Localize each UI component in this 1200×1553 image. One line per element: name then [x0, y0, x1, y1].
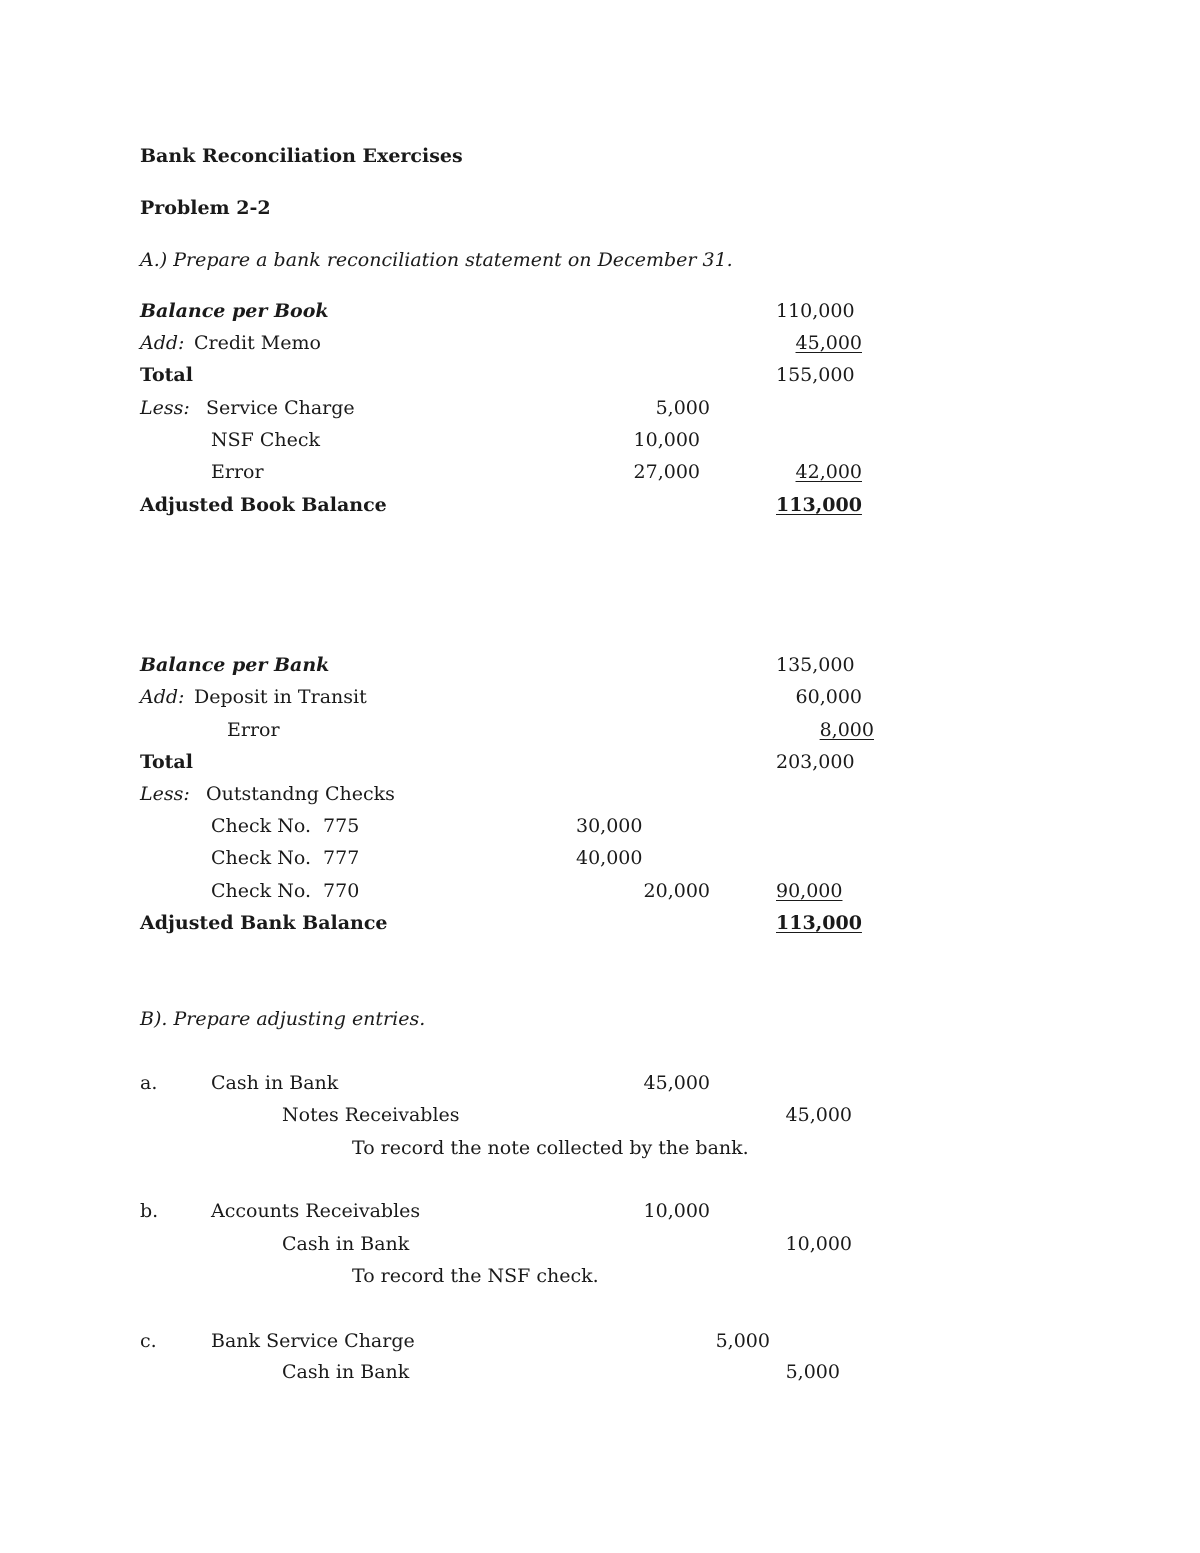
entry-debit-account: Accounts Receivables: [211, 1200, 421, 1222]
checks-total: 90,000: [776, 880, 843, 902]
bank-total-label: Total: [140, 751, 193, 773]
book-add-item: Credit Memo: [194, 332, 321, 354]
check-amount: 30,000: [576, 815, 643, 837]
bank-adjusted-amount: 113,000: [776, 912, 862, 934]
book-heading: Balance per Book: [140, 300, 329, 322]
entry-memo: To record the NSF check.: [352, 1265, 599, 1287]
entry-debit-amount: 45,000: [643, 1072, 710, 1094]
check-amount: 20,000: [643, 880, 710, 902]
part-a-instruction: A.) Prepare a bank reconciliation statement on December 31.: [140, 249, 733, 271]
book-heading-amount: 110,000: [776, 300, 855, 322]
entry-credit-amount: 5,000: [785, 1361, 840, 1383]
book-total-label: Total: [140, 364, 193, 386]
bank-add-amount: 60,000: [795, 686, 862, 708]
check-label: Check No. 777: [211, 847, 360, 869]
bank-add-label: Add:: [140, 686, 185, 708]
check-label: Check No. 770: [211, 880, 360, 902]
bank-add-item: Deposit in Transit: [194, 686, 367, 708]
bank-heading-amount: 135,000: [776, 654, 855, 676]
entry-credit-account: Cash in Bank: [282, 1361, 410, 1383]
entry-credit-account: Notes Receivables: [282, 1104, 460, 1126]
part-b-instruction: B). Prepare adjusting entries.: [140, 1008, 426, 1030]
entry-debit-amount: 10,000: [643, 1200, 710, 1222]
bank-less-label: Less:: [140, 783, 190, 805]
entry-credit-amount: 45,000: [785, 1104, 852, 1126]
entry-debit-amount: 5,000: [715, 1330, 770, 1352]
book-less-item-amount: 5,000: [655, 397, 710, 419]
bank-adjusted-label: Adjusted Bank Balance: [140, 912, 388, 934]
entry-debit-account: Bank Service Charge: [211, 1330, 415, 1352]
entry-memo: To record the note collected by the bank.: [352, 1137, 749, 1159]
book-less-label: Less:: [140, 397, 190, 419]
entry-letter: c.: [140, 1330, 157, 1352]
entry-credit-account: Cash in Bank: [282, 1233, 410, 1255]
entry-letter: a.: [140, 1072, 158, 1094]
book-adjusted-label: Adjusted Book Balance: [140, 494, 387, 516]
bank-error-amount: 8,000: [819, 719, 874, 741]
book-add-amount: 45,000: [795, 332, 862, 354]
bank-error-label: Error: [227, 719, 280, 741]
book-adjusted-amount: 113,000: [776, 494, 862, 516]
entry-debit-account: Cash in Bank: [211, 1072, 339, 1094]
bank-heading: Balance per Bank: [140, 654, 330, 676]
book-less-item-label: NSF Check: [211, 429, 321, 451]
book-less-item-amount: 10,000: [633, 429, 700, 451]
check-amount: 40,000: [576, 847, 643, 869]
entry-credit-amount: 10,000: [785, 1233, 852, 1255]
book-add-label: Add:: [140, 332, 185, 354]
book-less-total: 42,000: [795, 461, 862, 483]
bank-total-amount: 203,000: [776, 751, 855, 773]
bank-less-item: Outstandng Checks: [206, 783, 395, 805]
entry-letter: b.: [140, 1200, 159, 1222]
check-label: Check No. 775: [211, 815, 360, 837]
book-less-item-amount: 27,000: [633, 461, 700, 483]
document-title: Bank Reconciliation Exercises: [140, 145, 463, 167]
book-less-item-label: Service Charge: [206, 397, 355, 419]
problem-number: Problem 2-2: [140, 197, 271, 219]
book-less-item-label: Error: [211, 461, 264, 483]
book-total-amount: 155,000: [776, 364, 855, 386]
